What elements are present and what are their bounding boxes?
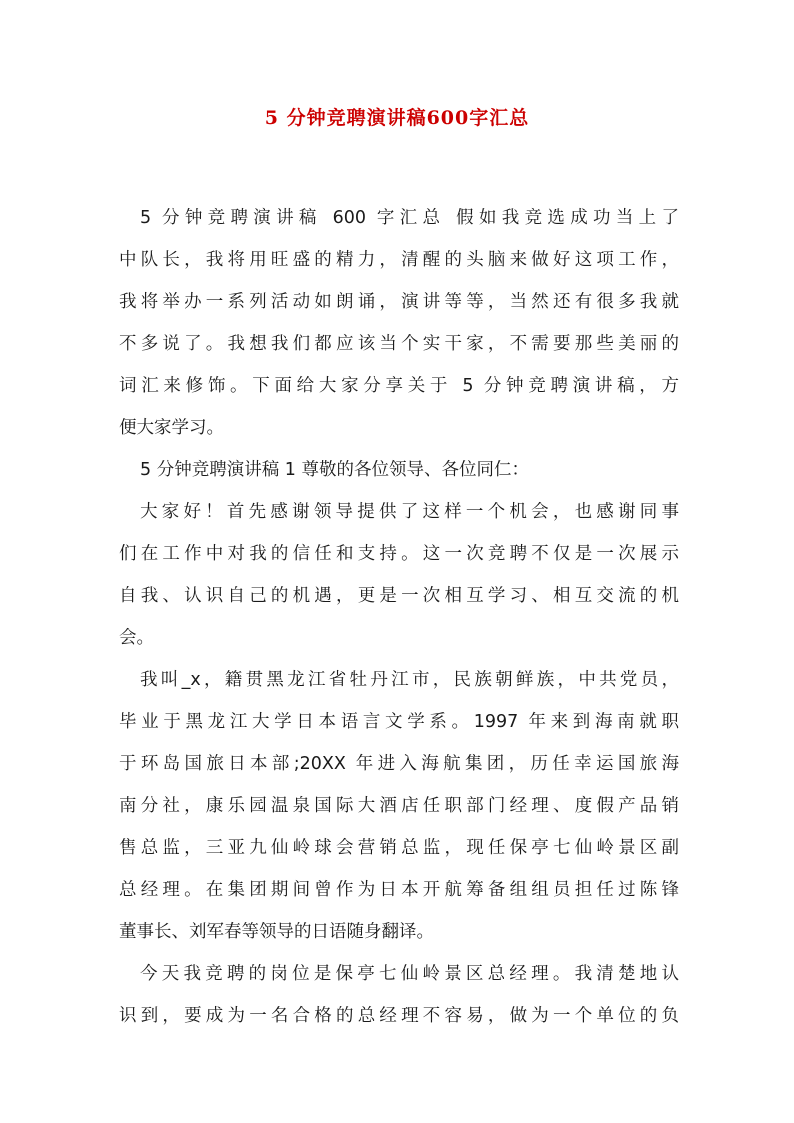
body-line: 便大家学习。 xyxy=(119,418,224,438)
body-line: 我将举办一系列活动如朗诵，演讲等等，当然还有很多我就 xyxy=(119,292,679,312)
body-line: 毕业于黑龙江大学日本语言文学系。1997 年来到海南就职 xyxy=(119,712,679,732)
body-line: 自我、认识自己的机遇，更是一次相互学习、相互交流的机 xyxy=(119,586,679,606)
body-line: 们在工作中对我的信任和支持。这一次竞聘不仅是一次展示 xyxy=(119,544,679,564)
body-line: 不多说了。我想我们都应该当个实干家，不需要那些美丽的 xyxy=(119,334,679,354)
body-line: 售总监，三亚九仙岭球会营销总监，现任保亭七仙岭景区副 xyxy=(119,838,679,858)
body-line: 5 分钟竞聘演讲稿 600 字汇总 假如我竞选成功当上了 xyxy=(140,208,679,228)
body-line: 识到，要成为一名合格的总经理不容易，做为一个单位的负 xyxy=(119,1006,679,1026)
body-line: 大家好！首先感谢领导提供了这样一个机会，也感谢同事 xyxy=(140,502,679,522)
body-line: 5 分钟竞聘演讲稿 1 尊敬的各位领导、各位同仁： xyxy=(140,460,529,480)
body-line: 南分社，康乐园温泉国际大酒店任职部门经理、度假产品销 xyxy=(119,796,679,816)
body-line: 词汇来修饰。下面给大家分享关于 5 分钟竞聘演讲稿，方 xyxy=(119,376,679,396)
document-title: 5 分钟竞聘演讲稿600字汇总 xyxy=(264,107,530,129)
body-line: 总经理。在集团期间曾作为日本开航筹备组组员担任过陈锋 xyxy=(119,880,679,900)
body-line: 中队长，我将用旺盛的精力，清醒的头脑来做好这项工作， xyxy=(119,250,679,270)
body-line: 董事长、刘军春等领导的日语随身翻译。 xyxy=(119,922,434,942)
body-line: 于环岛国旅日本部;20XX 年进入海航集团，历任幸运国旅海 xyxy=(119,754,679,774)
body-line: 会。 xyxy=(119,628,154,648)
body-line: 我叫_x，籍贯黑龙江省牡丹江市，民族朝鲜族，中共党员， xyxy=(140,670,679,690)
body-line: 今天我竞聘的岗位是保亭七仙岭景区总经理。我清楚地认 xyxy=(140,964,679,984)
